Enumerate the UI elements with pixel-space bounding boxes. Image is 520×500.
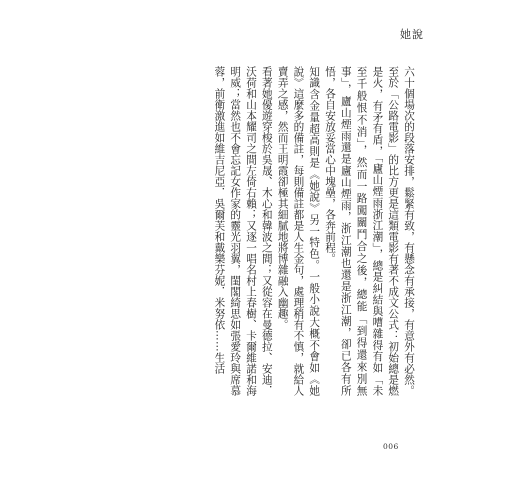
paragraph: 六十個場次的段落安排，鬆緊有致，有懸念有承接，有意外有必然。至於「公路電影」的比方更是這類電影有著不成文公式：初始總是燃是火，有矛有盾，「廬山煙雨浙江潮」，總是糾結與嘈雜得有如「未至千般恨不消」，然而一路闖關鬥合之後，總能「到得還來別無事」，廬山煙雨還是廬山煙雨，浙江潮也還是浙江潮，卻已各有所悟，各自安放妥當心中塊壘，各奔前程。	[324, 66, 415, 396]
paragraph: 看著她優遊穿梭於吳晟、木心和韓波之間；又從容在曼德拉、安迪．沃荷和山本耀司之間左倚右賴；又逐一唱名村上春樹、卡爾維諾和海明威；當然也不會忘記女作家的靈光羽翼，閨閣綺思如張愛玲與席慕蓉，前衛激進如維吉尼亞．吳爾芙和戴樂芬妮．米努依……生活	[213, 66, 273, 396]
paragraph: 知識含金量超高則是《她說》另一特色。一般小說大概不會如《她說》這麼多的備註，每則備註都是人生金句，處理稍有不慎，就給人賣弄之感，然而王明霞卻極其細膩地將博雜融入幽趣。	[276, 66, 321, 396]
body-text	[128, 66, 416, 396]
running-head-title: 她說	[400, 28, 424, 41]
page-number: 006	[383, 442, 399, 451]
